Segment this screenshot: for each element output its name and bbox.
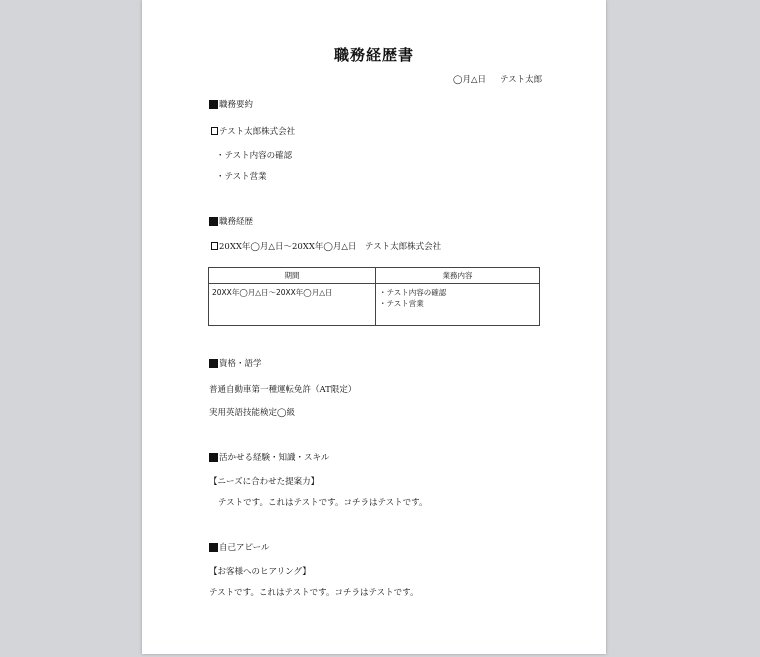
black-square-icon [209, 100, 218, 109]
table-header-tasks: 業務内容 [376, 268, 540, 284]
task-item: ・テスト営業 [379, 299, 424, 308]
task-item: ・テスト内容の確認 [379, 288, 447, 297]
qualification-item: 実用英語技能検定◯級 [209, 408, 296, 418]
history-line-label: 20XX年◯月△日〜20XX年◯月△日 テスト太郎株式会社 [219, 242, 442, 252]
section-heading-summary [209, 98, 253, 110]
section-heading-appeal [209, 541, 270, 553]
summary-item: ・テスト営業 [216, 172, 267, 182]
skills-subheading: 【ニーズに合わせた提案力】 [209, 477, 320, 487]
document-date: ◯月△日 [453, 75, 487, 85]
black-square-icon [209, 543, 218, 552]
table-header-period: 期間 [209, 268, 376, 284]
appeal-heading-label: 自己アピール [219, 543, 270, 553]
summary-company [211, 125, 295, 137]
history-line [211, 240, 441, 252]
section-heading-skills [209, 451, 329, 463]
black-square-icon [209, 453, 218, 462]
table-cell-tasks [376, 284, 540, 326]
history-table [208, 267, 540, 326]
table-row [209, 284, 540, 326]
document-title: 職務経歴書 [333, 46, 414, 64]
section-heading-history [209, 215, 253, 227]
checkbox-square-icon [211, 127, 218, 135]
history-heading-label: 職務経歴 [219, 217, 254, 227]
table-cell-period: 20XX年◯月△日〜20XX年◯月△日 [209, 284, 376, 326]
appeal-subheading: 【お客様へのヒアリング】 [209, 567, 311, 577]
section-heading-qualifications [209, 357, 262, 369]
skills-text: テストです。これはテストです。コチラはテストです。 [218, 498, 428, 508]
qualifications-heading-label: 資格・語学 [219, 359, 262, 369]
qualification-item: 普通自動車第一種運転免許（AT限定） [209, 385, 357, 395]
summary-heading-label: 職務要約 [219, 100, 254, 110]
document-author: テスト太郎 [500, 75, 543, 85]
black-square-icon [209, 359, 218, 368]
black-square-icon [209, 217, 218, 226]
checkbox-square-icon [211, 242, 218, 250]
table-header-row [209, 268, 540, 284]
summary-company-label: テスト太郎株式会社 [219, 127, 296, 137]
skills-heading-label: 活かせる経験・知識・スキル [219, 453, 330, 463]
appeal-text: テストです。これはテストです。コチラはテストです。 [209, 588, 419, 598]
document-page [142, 0, 606, 654]
summary-item: ・テスト内容の確認 [216, 151, 293, 161]
